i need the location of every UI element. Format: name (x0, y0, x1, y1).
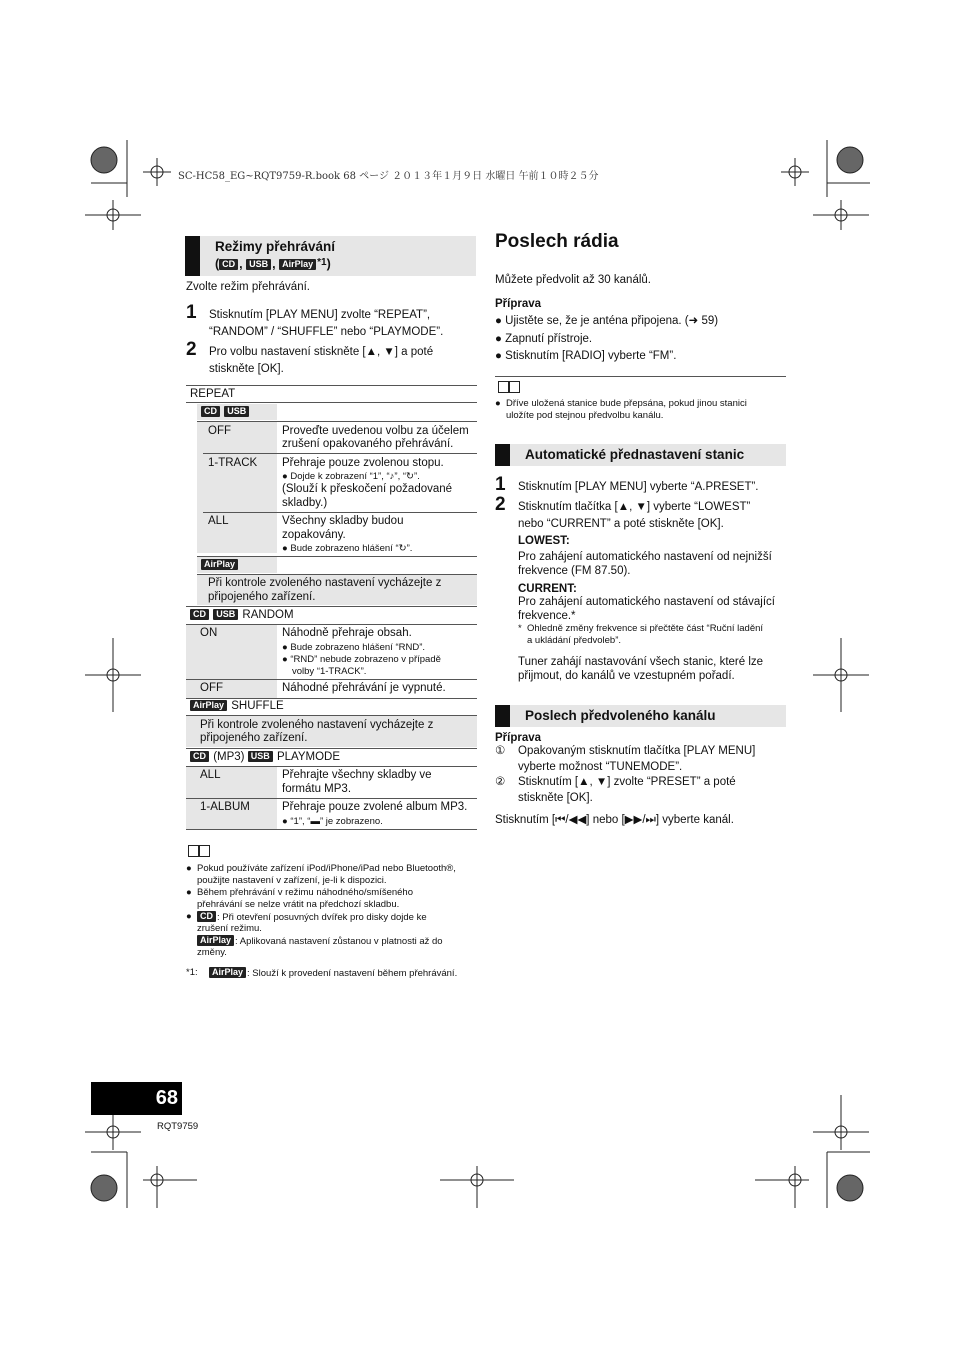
page-number: 68 (155, 1087, 178, 1109)
preset-step-1-a: Opakovaným stisknutím tlačítka [PLAY MENU] (518, 745, 756, 757)
section-bar-auto-preset (495, 444, 786, 466)
repeat-1track-desc-2: (Slouží k přeskočení požadované (282, 483, 453, 495)
radio-intro: Můžete předvolit až 30 kanálů. (495, 274, 651, 286)
footnote-text: AirPlay : Slouží k provedení nastavení během přehrávání. (209, 967, 457, 980)
shuffle-desc-1: Při kontrole zvoleného nastavení vycházejte z (200, 719, 434, 731)
preset-step-2-b: stiskněte [OK]. (518, 792, 593, 804)
airplay-badge: AirPlay (209, 967, 246, 978)
shuffle-desc-2: připojeného zařízení. (200, 732, 308, 744)
note-book-icon (498, 381, 520, 393)
step-1-text-2: “RANDOM” / “SHUFFLE” nebo “PLAYMODE”. (209, 326, 444, 338)
section-subtitle: ( CD , USB , AirPlay $^{*1}$) (215, 257, 331, 271)
select-channel-text: Stisknutím [⏮/◀◀] nebo [▶▶/⏭] vyberte kanál. (495, 814, 734, 826)
auto-step-2-b: nebo “CURRENT” a poté stiskněte [OK]. (518, 518, 724, 530)
playmode-all-desc-2: formátu MP3. (282, 783, 352, 795)
step-number-2: 2 (186, 339, 197, 360)
prep-item-3: Stisknutím [RADIO] vyberte “FM”. (505, 350, 677, 362)
note-book-icon (188, 845, 210, 857)
note-3-b: zrušení režimu. (197, 923, 262, 934)
star-note-2: a ukládání předvoleb”. (527, 635, 622, 646)
current-desc-2: frekvence.* (518, 610, 576, 622)
airplay-repeat-desc-1: Při kontrole zvoleného nastavení vycházejte z (208, 577, 442, 589)
auto-step-number-1: 1 (495, 474, 506, 495)
preset-step-2-a: Stisknutím [▲, ▼] zvolte “PRESET” a poté (518, 776, 736, 788)
repeat-off-desc-1: Proveďte uvedenou volbu za účelem (282, 425, 469, 437)
prep-label: Příprava (495, 298, 542, 310)
airplay-badge: AirPlay (201, 559, 238, 570)
random-off-desc: Náhodné přehrávání je vypnuté. (282, 682, 446, 694)
repeat-all-key: ALL (208, 515, 229, 527)
repeat-1track-desc-3: skladby.) (282, 497, 328, 509)
usb-badge: USB (224, 406, 249, 417)
repeat-1track-desc-1: Přehraje pouze zvolenou stopu. (282, 457, 444, 469)
repeat-1track-note: Dojde k zobrazení “1”, “♪”, “↻”. (290, 471, 420, 482)
random-on-key: ON (200, 627, 218, 639)
playmode-album-note: “1”, “▬” je zobrazeno. (290, 816, 383, 827)
random-on-desc: Náhodně přehraje obsah. (282, 627, 412, 639)
prep-item-2: Zapnutí přístroje. (505, 333, 593, 345)
step-1-text-1: Stisknutím [PLAY MENU] zvolte “REPEAT”, (209, 309, 431, 321)
cd-badge: CD (219, 259, 238, 270)
step-number-1: 1 (186, 302, 197, 323)
note-4-b: změny. (197, 947, 227, 958)
random-on-note-1: Bude zobrazeno hlášení “RND”. (290, 642, 426, 653)
page-title: Poslech rádia (495, 231, 619, 252)
playmode-album-desc: Přehraje pouze zvolené album MP3. (282, 801, 468, 813)
file-header: SC-HC58_EG~RQT9759-R.book 68 ページ ２０１３年１月９日 水曜日 午前１０時２５分 (178, 171, 599, 182)
cd-badge: CD (190, 609, 209, 620)
cd-badge: CD (201, 406, 220, 417)
repeat-off-key: OFF (208, 425, 231, 437)
section-bar-preset-listening (495, 705, 786, 727)
step-2-text-2: stiskněte [OK]. (209, 363, 284, 375)
airplay-repeat-desc-2: připojeného zařízení. (208, 591, 316, 603)
section-title: Režimy přehrávání (215, 239, 336, 254)
airplay-badge: AirPlay (197, 935, 234, 946)
cd-badge: CD (190, 751, 209, 762)
note-1-a: Pokud používáte zařízení iPod/iPhone/iPad nebo Bluetooth®, (197, 863, 456, 874)
repeat-header: REPEAT (190, 388, 236, 400)
airplay-badge: AirPlay (190, 700, 227, 711)
auto-step-number-2: 2 (495, 494, 506, 515)
playmode-header: CD (MP3) USB PLAYMODE (190, 750, 340, 764)
intro-text: Zvolte režim přehrávání. (186, 281, 310, 293)
usb-badge: USB (248, 751, 273, 762)
note-1-b: použijte nastavení v zařízení, je-li k dispozici. (197, 875, 387, 886)
random-on-note-2b: volby “1-TRACK”. (292, 666, 367, 677)
section-bar-playback-modes (185, 236, 476, 276)
preset-title: Poslech předvoleného kanálu (525, 708, 716, 723)
lowest-label: LOWEST: (518, 535, 570, 547)
radio-note-a: Dříve uložená stanice bude přepsána, pokud jinou stanici (506, 398, 747, 409)
usb-badge: USB (246, 259, 271, 270)
shuffle-header: AirPlay SHUFFLE (190, 699, 284, 713)
preset-step-1-b: vyberte možnost “TUNEMODE”. (518, 761, 683, 773)
document-code: RQT9759 (157, 1121, 199, 1132)
tuner-desc-1: Tuner zahájí nastavování všech stanic, které lze (518, 656, 764, 668)
playmode-all-key: ALL (200, 769, 221, 781)
note-2-a: Během přehrávání v režimu náhodného/smíšeného (197, 887, 413, 898)
airplay-badge: AirPlay (279, 259, 316, 270)
star-note-1: Ohledně změny frekvence si přečtěte část “Ruční ladění (527, 623, 764, 634)
playmode-all-desc-1: Přehrajte všechny skladby ve (282, 769, 432, 781)
playmode-album-key: 1-ALBUM (200, 801, 250, 813)
radio-note-b: uložíte pod stejnou předvolbu kanálu. (506, 410, 664, 421)
usb-badge: USB (213, 609, 238, 620)
lowest-desc-2: frekvence (FM 87.50). (518, 565, 631, 577)
auto-preset-title: Automatické přednastavení stanic (525, 447, 745, 462)
repeat-1track-key: 1-TRACK (208, 457, 258, 469)
current-label: CURRENT: (518, 583, 577, 595)
repeat-all-desc-1: Všechny skladby budou (282, 515, 404, 527)
prep-item-1: Ujistěte se, že je anténa připojena. (➜ 59) (505, 315, 719, 327)
step-2-text-1: Pro volbu nastavení stiskněte [▲, ▼] a poté (209, 346, 434, 358)
current-desc-1: Pro zahájení automatického nastavení od stávající (518, 596, 775, 608)
auto-step-1: Stisknutím [PLAY MENU] vyberte “A.PRESET”. (518, 481, 759, 493)
random-on-note-2a: “RND” nebude zobrazeno v případě (290, 654, 441, 665)
cd-badge: CD (197, 911, 216, 922)
auto-step-2-a: Stisknutím tlačítka [▲, ▼] vyberte “LOWEST” (518, 501, 751, 513)
repeat-all-note: Bude zobrazeno hlášení “↻”. (290, 543, 413, 554)
note-3-a: CD : Při otevření posuvných dvířek pro disky dojde ke (197, 911, 427, 924)
lowest-desc-1: Pro zahájení automatického nastavení od nejnižší (518, 551, 772, 563)
repeat-off-desc-2: zrušení opakovaného přehrávání. (282, 438, 454, 450)
note-4-a: AirPlay : Aplikovaná nastavení zůstanou v platnosti až do (197, 935, 443, 948)
footnote-mark: *1: (186, 967, 198, 978)
tuner-desc-2: přijmout, do kanálů ve vzestupném pořadí. (518, 670, 735, 682)
preset-prep-label: Příprava (495, 732, 542, 744)
random-header: CD USB RANDOM (190, 608, 294, 622)
repeat-all-desc-2: zopakovány. (282, 529, 346, 541)
random-off-key: OFF (200, 682, 223, 694)
page-number-box (91, 1082, 182, 1115)
note-2-b: přehrávání se nelze vrátit na předchozí skladbu. (197, 899, 400, 910)
